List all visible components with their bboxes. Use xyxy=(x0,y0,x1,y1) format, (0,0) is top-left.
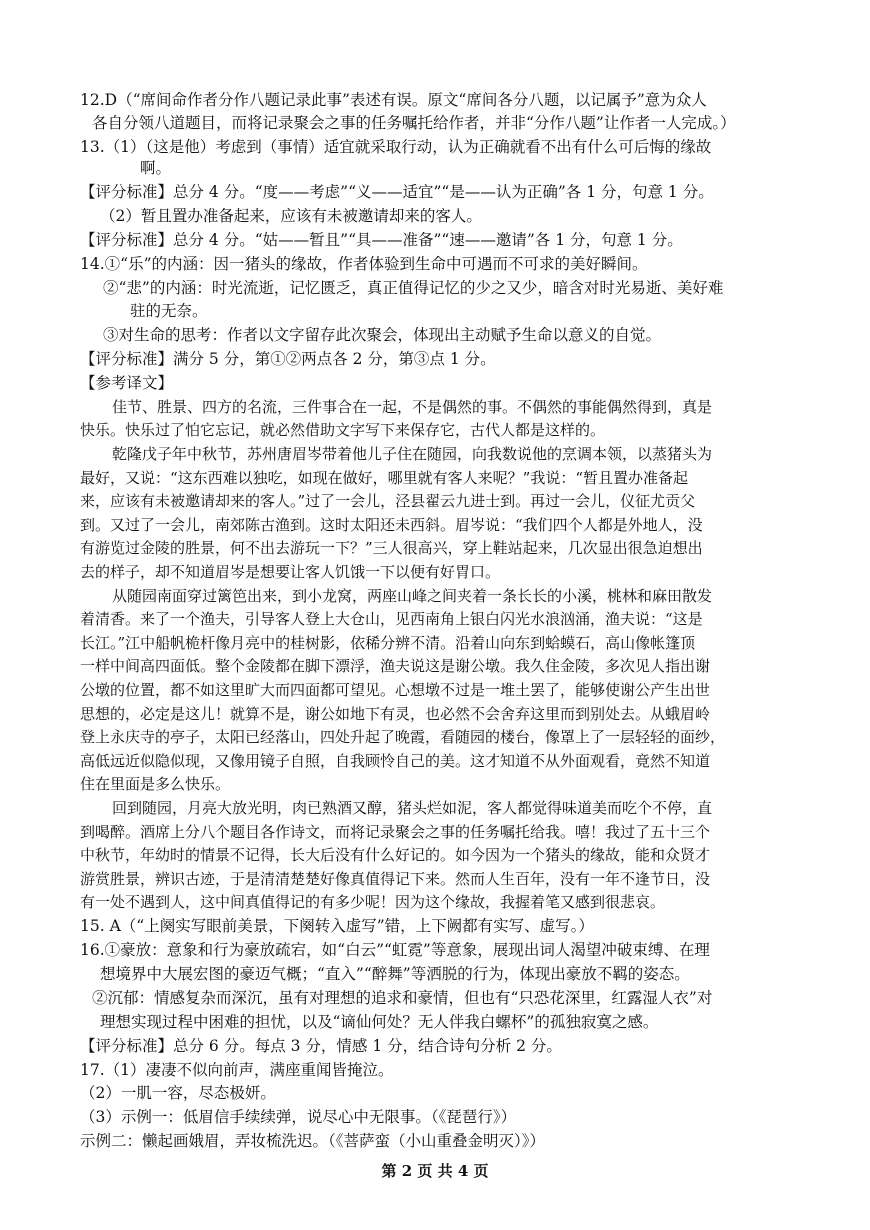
translation-p4-line3: 中秋节，年幼时的情景不记得，长大后没有什么好记的。如今因为一个猪头的缘故，能和众贤才 xyxy=(80,846,711,864)
translation-p3-line7: 登上永庆寺的亭子，太阳已经落山，四处升起了晚霞，看随园的楼台，像罩上了一层轻轻的面纱， xyxy=(80,728,726,746)
q13-1-answer-line1: 13.（1）（这是他）考虑到（事情）适宜就采取行动，认为正确就看不出有什么可后悔的缘故 xyxy=(80,138,712,156)
q13-1-answer-line2: 啊。 xyxy=(140,159,172,177)
translation-p4-line2: 到喝醉。酒席上分八个题目各作诗文，而将记录聚会之事的任务嘱托给我。嘻！我过了五十三个 xyxy=(80,823,711,841)
q17-2-answer: （2）一肌一容，尽态极妍。 xyxy=(80,1084,276,1102)
translation-p3-line1: 从随园南面穿过篱笆出来，到小龙窝，两座山峰之间夹着一条长长的小溪，桃林和麻田散发 xyxy=(112,587,713,605)
q14-point3: ③对生命的思考：作者以文字留存此次聚会，体现出主动赋予生命以意义的自觉。 xyxy=(103,326,662,344)
q13-1-scoring: 【评分标准】总分 4 分。“度——考虑”“义——适宜”“是——认为正确”各 1 分，句意 1 分。 xyxy=(80,183,714,201)
translation-p3-line5: 公墩的位置，都不如这里旷大而四面都可望见。心想墩不过是一堆土罢了，能够使谢公产生出世 xyxy=(80,681,711,699)
q14-point1: 14.①“乐”的内涵：因一猪头的缘故，作者体验到生命中可遇而不可求的美好瞬间。 xyxy=(80,255,648,273)
translation-p4-line5: 有一处不遇到人，这中间真值得记的有多少呢！因为这个缘故，我握着笔又感到很悲哀。 xyxy=(80,893,666,911)
translation-p4-line4: 游赏胜景，辨识古迹，于是清清楚楚好像真值得记下来。然而人生百年，没有一年不逢节日，没 xyxy=(80,870,711,888)
q16-point1-line2: 想境界中大展宏图的豪迈气概；“直入”“醉舞”等洒脱的行为，体现出豪放不羁的姿态。 xyxy=(100,965,690,983)
translation-p1-line1: 佳节、胜景、四方的名流，三件事合在一起，不是偶然的事。不偶然的事能偶然得到，真是 xyxy=(112,398,713,416)
translation-p3-line2: 着清香。来了一个渔夫，引导客人登上大仓山，见西南角上银白闪光水浪汹涌，渔夫说：“这是 xyxy=(80,610,703,628)
q13-2-scoring: 【评分标准】总分 4 分。“姑——暂且”“具——准备”“速——邀请”各 1 分，句意 1 分。 xyxy=(80,231,683,249)
q16-scoring: 【评分标准】总分 6 分。每点 3 分，情感 1 分，结合诗句分析 2 分。 xyxy=(80,1037,562,1055)
q17-3-example2: 示例二：懒起画娥眉，弄妆梳洗迟。（《菩萨蛮（小山重叠金明灭）》） xyxy=(80,1132,546,1150)
translation-p1-line2: 快乐。快乐过了怕它忘记，就必然借助文字写下来保存它，古代人都是这样的。 xyxy=(80,421,606,439)
translation-p3-line4: 一样中间高四面低。整个金陵都在脚下漂浮，渔夫说这是谢公墩。我久住金陵，多次见人指出谢 xyxy=(80,657,711,675)
q16-point2-line1: ②沉郁：情感复杂而深沉，虽有对理想的追求和豪情，但也有“只恐花深里，红露湿人衣”对 xyxy=(92,989,713,1007)
translation-p2-line6: 去的样子，却不知道眉岑是想要让客人饥饿一下以便有好胃口。 xyxy=(80,563,501,581)
translation-p3-line8: 高低远近似隐似现，又像用镜子自照，自我顾怜自己的美。这才知道不从外面观看，竟然不知道 xyxy=(80,752,711,770)
q12-answer-line1: 12.D（“席间命作者分作八题记录此事”表述有误。原文“席间各分八题，以记属予”意为众人 xyxy=(80,91,707,109)
q14-scoring: 【评分标准】满分 5 分，第①②两点各 2 分，第③点 1 分。 xyxy=(80,350,496,368)
translation-p2-line1: 乾隆戊子年中秋节，苏州唐眉岑带着他儿子住在随园，向我数说他的烹调本领，以蒸猪头为 xyxy=(112,445,713,463)
translation-p4-line1: 回到随园，月亮大放光明，肉已熟酒又醇，猪头烂如泥，客人都觉得味道美而吃个不停，直 xyxy=(112,799,713,817)
q14-point2-line2: 驻的无奈。 xyxy=(130,302,208,320)
page-footer: 第 2 页 共 4 页 xyxy=(381,1162,489,1180)
q16-point1-line1: 16.①豪放：意象和行为豪放疏宕，如“白云”“虹霓”等意象，展现出词人渴望冲破束缚、在理 xyxy=(80,941,710,959)
translation-p2-line5: 有游览过金陵的胜景，何不出去游玩一下？”三人很高兴，穿上鞋站起来，几次显出很急迫想出 xyxy=(80,539,703,557)
q17-1-answer: 17.（1）凄凄不似向前声，满座重闻皆掩泣。 xyxy=(80,1061,394,1079)
translation-p3-line3: 长江。”江中船帆桅杆像月亮中的桂树影，依稀分辨不清。沿着山向东到蛤蟆石，高山像帐篷顶 xyxy=(80,634,696,652)
q15-answer: 15. A（“上阕实写眼前美景，下阕转入虚写”错，上下阙都有实写、虚写。） xyxy=(80,917,594,935)
q17-3-example1: （3）示例一：低眉信手续续弹，说尽心中无限事。（《琵琶行》） xyxy=(80,1108,517,1126)
q16-point2-line2: 理想实现过程中困难的担忧，以及“谪仙何处？无人伴我白螺杯”的孤独寂寞之感。 xyxy=(100,1013,659,1031)
q13-2-answer: （2）暂且置办准备起来，应该有未被邀请却来的客人。 xyxy=(100,207,482,225)
translation-p2-line4: 到。又过了一会儿，南郊陈古渔到。这时太阳还未西斜。眉岑说：“我们四个人都是外地人，没 xyxy=(80,516,703,534)
translation-p2-line2: 最好，又说：“这东西难以独吃，如现在做好，哪里就有客人来呢？”我说：“暂且置办准备起 xyxy=(80,469,689,487)
translation-p3-line6: 思想的，必定是这儿！就算不是，谢公如地下有灵，也必然不会舍弃这里而到别处去。从蛾眉岭 xyxy=(80,705,711,723)
translation-p3-line9: 住在里面是多么快乐。 xyxy=(80,775,231,793)
q12-answer-line2: 各自分领八道题目，而将记录聚会之事的任务嘱托给作者，并非“分作八题”让作者一人完成。） xyxy=(92,114,736,132)
q14-point2-line1: ②“悲”的内涵：时光流逝，记忆匮乏，真正值得记忆的少之又少，暗含对时光易逝、美好难 xyxy=(103,279,724,297)
translation-heading: 【参考译文】 xyxy=(80,374,174,392)
translation-p2-line3: 来，应该有未被邀请却来的客人。”过了一会儿，泾县翟云九进士到。再过一会儿，仪征尤贡父 xyxy=(80,492,696,510)
